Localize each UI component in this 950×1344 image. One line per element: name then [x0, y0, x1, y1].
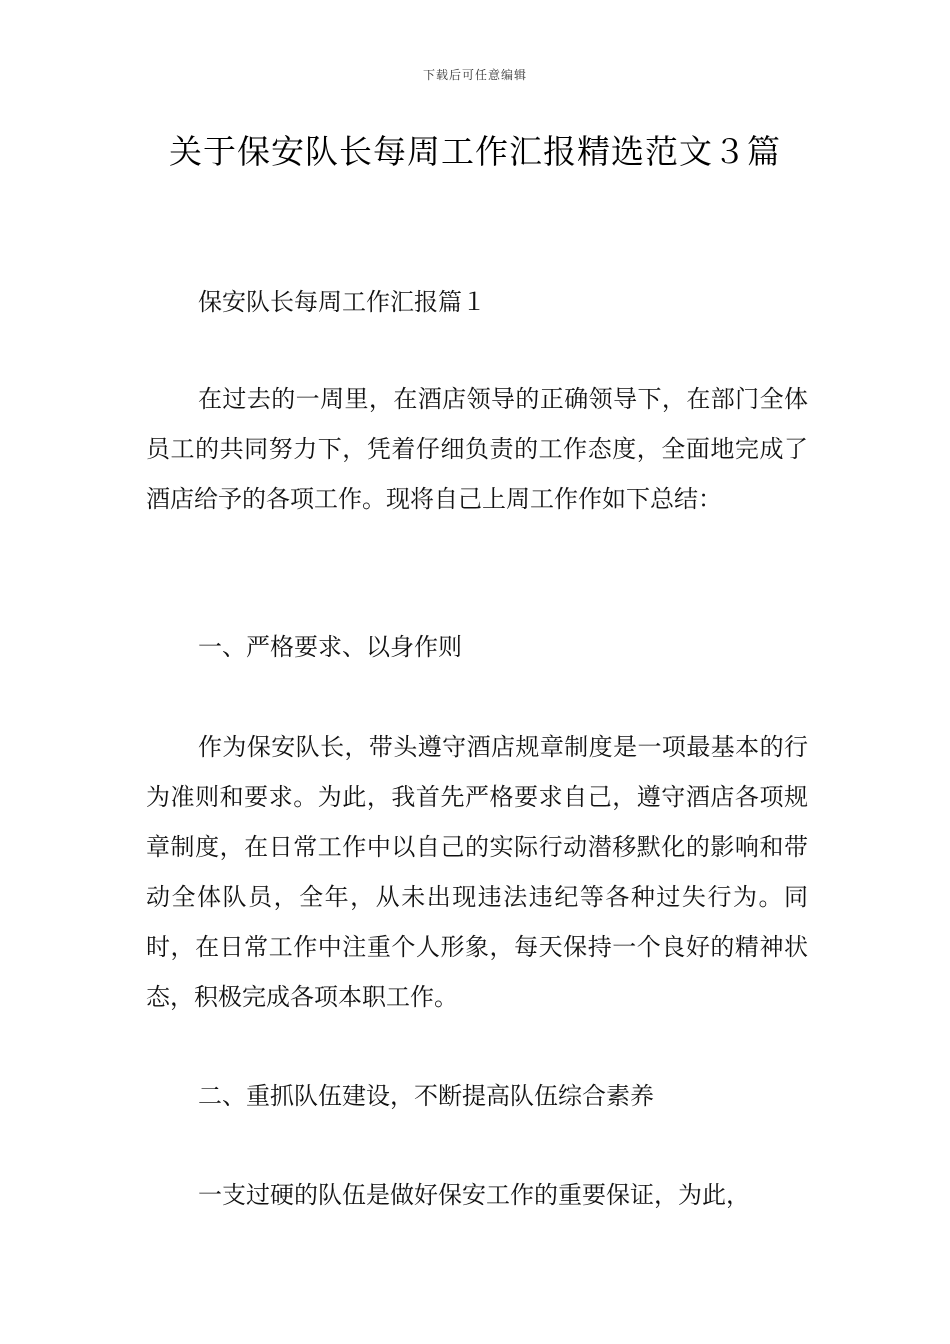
section-title: 保安队长每周工作汇报篇１ — [198, 288, 486, 316]
paragraph-intro: 在过去的一周里，在酒店领导的正确领导下，在部门全体员工的共同努力下，凭着仔细负责的工作态度，全面地完成了酒店给予的各项工作。现将自己上周工作作如下总结： — [146, 385, 808, 513]
header-note: 下载后可任意编辑 — [422, 68, 527, 82]
document-title: 关于保安队长每周工作汇报精选范文３篇 — [169, 132, 781, 171]
heading-strict-requirements: 一、严格要求、以身作则 — [198, 633, 462, 661]
heading-team-building: 二、重抓队伍建设，不断提高队伍综合素养 — [198, 1082, 654, 1110]
paragraph-lead-by-example: 作为保安队长，带头遵守酒店规章制度是一项最基本的行为准则和要求。为此，我首先严格要求自己，遵守酒店各项规章制度，在日常工作中以自己的实际行动潜移默化的影响和带动全体队员，全年，从未出现违法违纪等各种过失行为。同时，在日常工作中注重个人形象，每天保持一个良好的精神状态，积极完成各项本职工作。 — [146, 733, 808, 1011]
paragraph-team-building: 一支过硬的队伍是做好保安工作的重要保证，为此， — [198, 1181, 750, 1209]
